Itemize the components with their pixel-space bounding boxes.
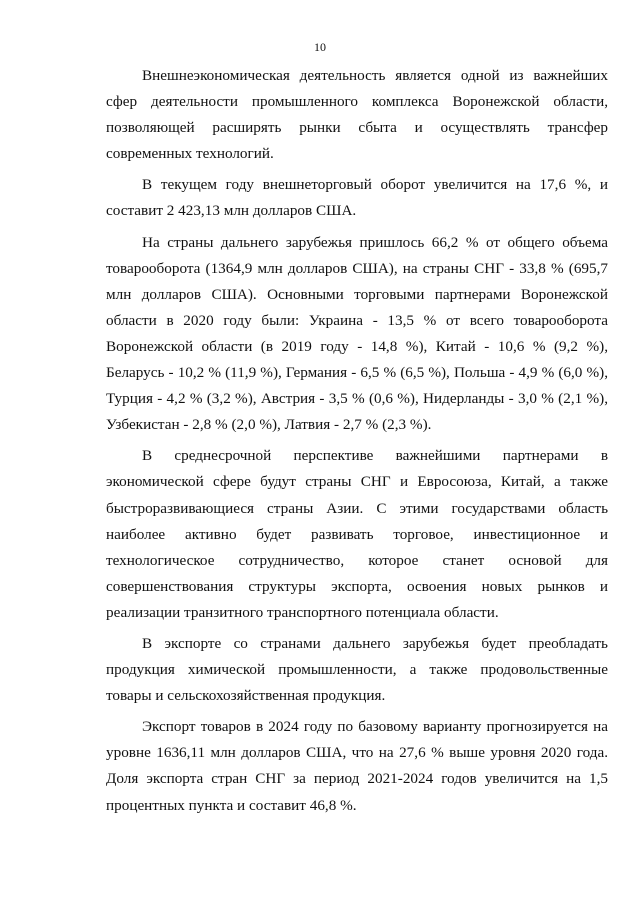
paragraph-export-structure: В экспорте со странами дальнего зарубежья будет преобладать продукция химической промышленности, а также продовольственные товары и сельскохозяйственная продукция. [106, 634, 608, 705]
page-number: 10 [314, 40, 326, 54]
paragraph-trade-partners: На страны дальнего зарубежья пришлось 66,2 % от общего объема товарооборота (1364,9 млн долларов США), на страны СНГ - 33,8 % (695,7 млн долларов США). Основными торговыми партнерами Воронежской области в 2020 году были: Украина - 13,5 % от всего товарооборота Воронежской области (в 2019 году - 14,8 %), Китай - 10,6 % (9,2 %), Беларусь - 10,2 % (11,9 %), Германия - 6,5 % (6,5 %), Польша - 4,9 % (6,0 %), Турция - 4,2 % (3,2 %), Австрия - 3,5 % (0,6 %), Нидерланды - 3,0 % (2,1 %), Узбекистан - 2,8 % (2,0 %), Латвия - 2,7 % (2,3 %). [106, 233, 608, 434]
paragraph-foreign-economic-activity: Внешнеэкономическая деятельность является одной из важнейших сфер деятельности промышленного комплекса Воронежской области, позволяющей расширять рынки сбыта и осуществлять трансфер современных технологий. [106, 67, 608, 163]
paragraph-export-forecast: Экспорт товаров в 2024 году по базовому варианту прогнозируется на уровне 1636,11 млн долларов США, что на 27,6 % выше уровня 2020 года. Доля экспорта стран СНГ за период 2021-2024 годов увеличится на 1,5 процентных пункта и составит 46,8 %. [106, 718, 608, 814]
paragraph-medium-term-outlook: В среднесрочной перспективе важнейшими партнерами в экономической сфере будут страны СНГ и Евросоюза, Китай, а также быстроразвивающиеся страны Азии. С этими государствами область наиболее активно будет развивать торговое, инвестиционное и технологическое сотрудничество, которое станет основой для совершенствования структуры экспорта, освоения новых рынков и реализации транзитного транспортного потенциала области. [106, 447, 608, 621]
document-body [106, 63, 608, 824]
paragraph-trade-turnover: В текущем году внешнеторговый оборот увеличится на 17,6 %, и составит 2 423,13 млн долларов США. [106, 176, 608, 220]
